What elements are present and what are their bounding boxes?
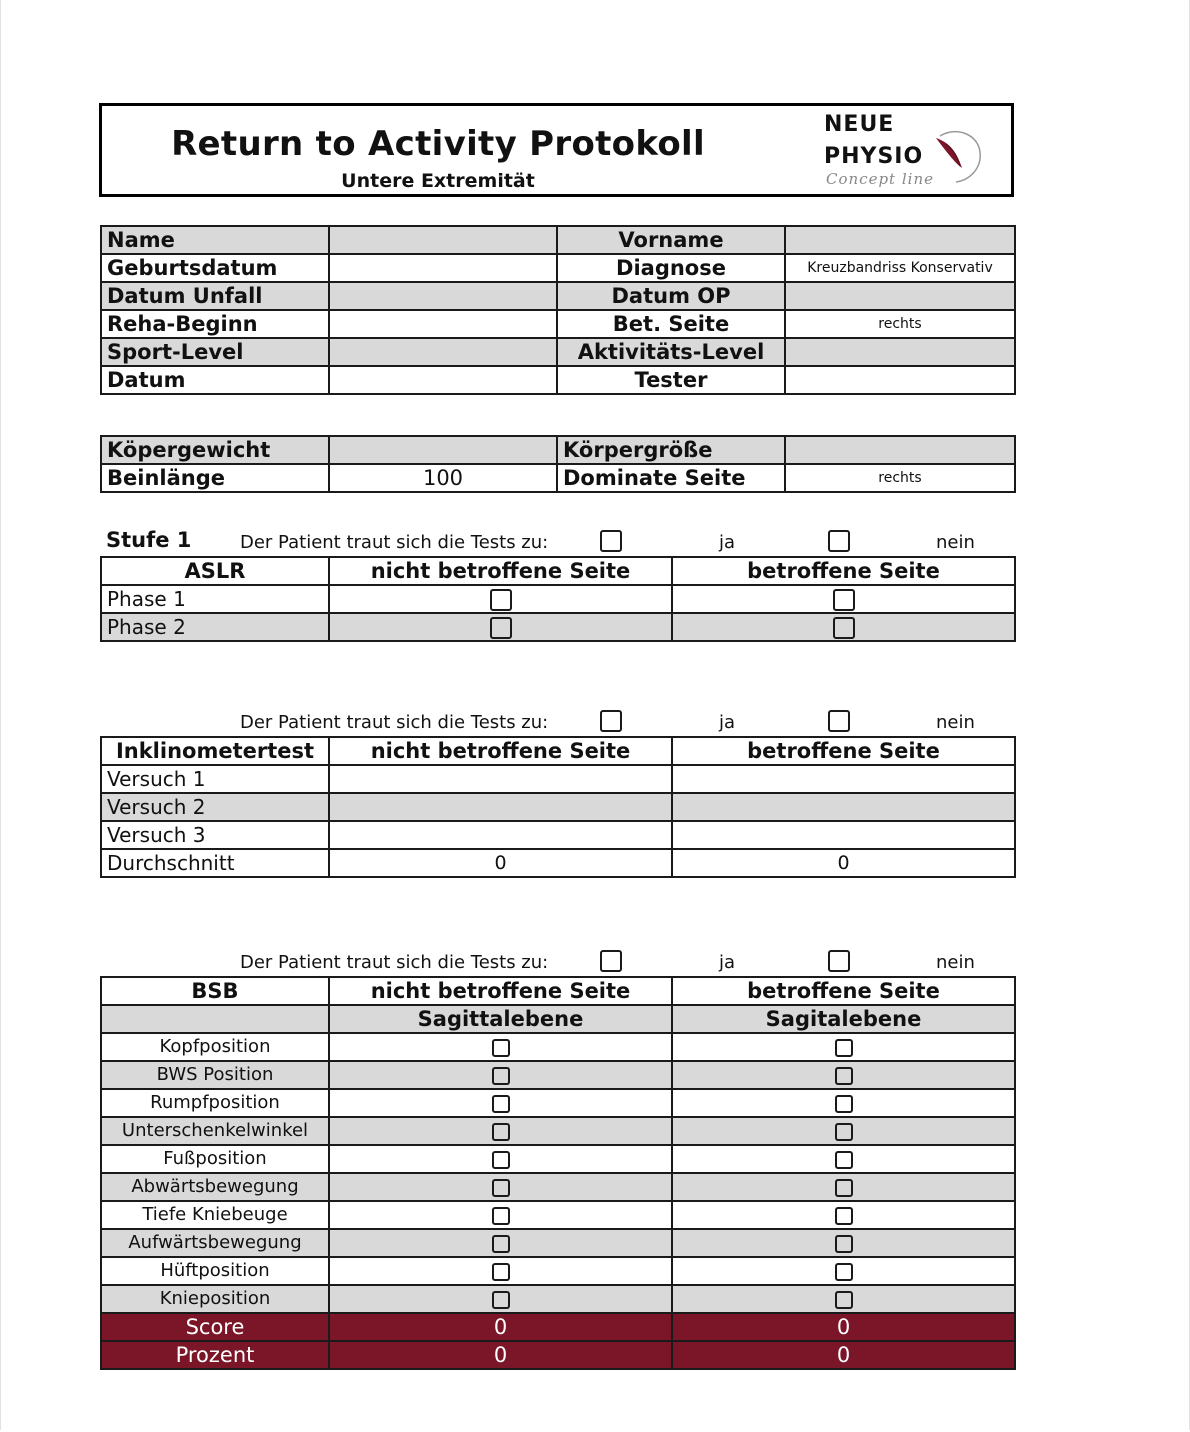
table-row <box>101 849 1015 877</box>
table-header-row <box>101 977 1015 1005</box>
field-nicht-betroffen[interactable] <box>329 821 672 849</box>
table-row <box>101 613 1015 641</box>
field-nicht-betroffen[interactable] <box>329 793 672 821</box>
consent-row-3 <box>0 948 1000 976</box>
field-reha-beginn[interactable] <box>329 310 557 338</box>
table-row <box>101 436 1015 464</box>
field-tester[interactable] <box>785 366 1015 394</box>
row-label: Aufwärtsbewegung <box>101 1229 329 1257</box>
score-betroffen: 0 <box>672 1313 1015 1341</box>
cell-checkbox <box>329 1173 672 1201</box>
subheader-sagitalebene: Sagitalebene <box>672 1005 1015 1033</box>
cell-checkbox <box>672 585 1015 613</box>
field-beinlaenge[interactable]: 100 <box>329 464 557 492</box>
cell-checkbox <box>672 1061 1015 1089</box>
consent-no-label: nein <box>936 532 975 553</box>
checkbox[interactable] <box>492 1151 510 1169</box>
checkbox[interactable] <box>833 589 855 611</box>
cell-checkbox <box>329 1117 672 1145</box>
table-row <box>101 282 1015 310</box>
field-betroffen[interactable] <box>672 765 1015 793</box>
checkbox[interactable] <box>835 1095 853 1113</box>
table-row <box>101 1229 1015 1257</box>
row-label: Knieposition <box>101 1285 329 1313</box>
consent-question: Der Patient traut sich die Tests zu: <box>240 712 549 733</box>
checkbox[interactable] <box>835 1263 853 1281</box>
table-row <box>101 765 1015 793</box>
row-label: Phase 2 <box>101 613 329 641</box>
cell-checkbox <box>329 1033 672 1061</box>
checkbox[interactable] <box>492 1235 510 1253</box>
label-geburtsdatum: Geburtsdatum <box>101 254 329 282</box>
logo-line1: NEUE <box>824 112 895 137</box>
checkbox[interactable] <box>835 1235 853 1253</box>
stufe1-label: Stufe 1 <box>106 528 192 552</box>
aslr-table <box>100 556 1016 642</box>
table-row <box>101 338 1015 366</box>
field-geburtsdatum[interactable] <box>329 254 557 282</box>
checkbox[interactable] <box>835 1179 853 1197</box>
row-label: Versuch 3 <box>101 821 329 849</box>
cell-checkbox <box>672 1145 1015 1173</box>
row-label: Unterschenkelwinkel <box>101 1117 329 1145</box>
page-subtitle: Untere Extremität <box>341 170 535 192</box>
percent-nicht-betroffen: 0 <box>329 1341 672 1369</box>
patient-table <box>100 225 1016 395</box>
cell-checkbox <box>329 1229 672 1257</box>
cell-checkbox <box>329 585 672 613</box>
table-row <box>101 1089 1015 1117</box>
table-row <box>101 464 1015 492</box>
row-label: Versuch 2 <box>101 793 329 821</box>
label-tester: Tester <box>557 366 785 394</box>
cell-checkbox <box>329 1201 672 1229</box>
cell-checkbox <box>672 1201 1015 1229</box>
field-sport-level[interactable] <box>329 338 557 366</box>
table-row <box>101 793 1015 821</box>
row-label: Phase 1 <box>101 585 329 613</box>
field-aktivitaets-level[interactable] <box>785 338 1015 366</box>
consent-no-checkbox[interactable] <box>828 530 850 552</box>
table-row <box>101 1201 1015 1229</box>
col-nicht-betroffen: nicht betroffene Seite <box>329 977 672 1005</box>
checkbox[interactable] <box>490 589 512 611</box>
checkbox[interactable] <box>835 1039 853 1057</box>
consent-no-checkbox[interactable] <box>828 710 850 732</box>
consent-yes-checkbox[interactable] <box>600 710 622 732</box>
body-table <box>100 435 1016 493</box>
label-datum-op: Datum OP <box>557 282 785 310</box>
field-bet-seite[interactable]: rechts <box>785 310 1015 338</box>
consent-question: Der Patient traut sich die Tests zu: <box>240 532 549 553</box>
cell-checkbox <box>672 1117 1015 1145</box>
cell-checkbox <box>672 1089 1015 1117</box>
consent-yes-checkbox[interactable] <box>600 530 622 552</box>
cell-checkbox <box>672 1285 1015 1313</box>
label-dominante-seite: Dominate Seite <box>557 464 785 492</box>
table-row <box>101 1257 1015 1285</box>
subheader-sagittalebene: Sagittalebene <box>329 1005 672 1033</box>
row-label: Rumpfposition <box>101 1089 329 1117</box>
checkbox[interactable] <box>835 1067 853 1085</box>
cell-checkbox <box>329 1061 672 1089</box>
row-label: Durchschnitt <box>101 849 329 877</box>
cell-checkbox <box>329 1285 672 1313</box>
field-betroffen[interactable] <box>672 821 1015 849</box>
field-vorname[interactable] <box>785 226 1015 254</box>
average-nicht-betroffen: 0 <box>329 849 672 877</box>
row-label: Abwärtsbewegung <box>101 1173 329 1201</box>
label-koerpergroesse: Körpergröße <box>557 436 785 464</box>
table-row <box>101 1117 1015 1145</box>
logo-line2: PHYSIO <box>824 144 924 169</box>
consent-yes-label: ja <box>719 532 736 553</box>
field-nicht-betroffen[interactable] <box>329 765 672 793</box>
field-betroffen[interactable] <box>672 793 1015 821</box>
label-koerpergewicht: Köpergewicht <box>101 436 329 464</box>
inklinometer-table <box>100 736 1016 878</box>
table-row <box>101 1061 1015 1089</box>
table-row <box>101 1145 1015 1173</box>
label-sport-level: Sport-Level <box>101 338 329 366</box>
col-nicht-betroffen: nicht betroffene Seite <box>329 557 672 585</box>
consent-yes-checkbox[interactable] <box>600 950 622 972</box>
cell-checkbox <box>329 1257 672 1285</box>
consent-row-2 <box>0 708 1000 736</box>
row-label: BWS Position <box>101 1061 329 1089</box>
consent-question: Der Patient traut sich die Tests zu: <box>240 952 549 973</box>
percent-row <box>101 1341 1015 1369</box>
row-label: Versuch 1 <box>101 765 329 793</box>
field-datum-unfall[interactable] <box>329 282 557 310</box>
checkbox[interactable] <box>490 617 512 639</box>
aslr-header: ASLR <box>101 557 329 585</box>
label-name: Name <box>101 226 329 254</box>
consent-no-checkbox[interactable] <box>828 950 850 972</box>
checkbox[interactable] <box>835 1151 853 1169</box>
feather-icon <box>926 124 986 186</box>
table-row <box>101 1285 1015 1313</box>
bsb-subheader-empty <box>101 1005 329 1033</box>
cell-checkbox <box>329 613 672 641</box>
table-subheader-row <box>101 1005 1015 1033</box>
cell-checkbox <box>329 1145 672 1173</box>
field-koerpergroesse[interactable] <box>785 436 1015 464</box>
consent-yes-label: ja <box>719 952 736 973</box>
percent-label: Prozent <box>101 1341 329 1369</box>
score-row <box>101 1313 1015 1341</box>
checkbox[interactable] <box>492 1039 510 1057</box>
label-aktivitaets-level: Aktivitäts-Level <box>557 338 785 366</box>
percent-betroffen: 0 <box>672 1341 1015 1369</box>
cell-checkbox <box>672 1257 1015 1285</box>
score-label: Score <box>101 1313 329 1341</box>
table-row <box>101 226 1015 254</box>
checkbox[interactable] <box>492 1207 510 1225</box>
label-beinlaenge: Beinlänge <box>101 464 329 492</box>
col-betroffen: betroffene Seite <box>672 737 1015 765</box>
field-datum[interactable] <box>329 366 557 394</box>
label-vorname: Vorname <box>557 226 785 254</box>
bsb-header: BSB <box>101 977 329 1005</box>
checkbox[interactable] <box>835 1123 853 1141</box>
col-nicht-betroffen: nicht betroffene Seite <box>329 737 672 765</box>
logo <box>818 108 998 192</box>
logo-line3: Concept line <box>826 170 934 188</box>
label-reha-beginn: Reha-Beginn <box>101 310 329 338</box>
consent-no-label: nein <box>936 712 975 733</box>
table-row <box>101 254 1015 282</box>
field-koerpergewicht[interactable] <box>329 436 557 464</box>
bsb-table <box>100 976 1016 1370</box>
cell-checkbox <box>672 1173 1015 1201</box>
row-label: Tiefe Kniebeuge <box>101 1201 329 1229</box>
cell-checkbox <box>672 1033 1015 1061</box>
page-title: Return to Activity Protokoll <box>171 124 705 164</box>
row-label: Hüftposition <box>101 1257 329 1285</box>
cell-checkbox <box>329 1089 672 1117</box>
checkbox[interactable] <box>835 1207 853 1225</box>
checkbox[interactable] <box>492 1123 510 1141</box>
cell-checkbox <box>672 1229 1015 1257</box>
checkbox[interactable] <box>833 617 855 639</box>
checkbox[interactable] <box>492 1095 510 1113</box>
cell-checkbox <box>672 613 1015 641</box>
field-name[interactable] <box>329 226 557 254</box>
row-label: Kopfposition <box>101 1033 329 1061</box>
table-row <box>101 1033 1015 1061</box>
field-diagnose[interactable]: Kreuzbandriss Konservativ <box>785 254 1015 282</box>
field-datum-op[interactable] <box>785 282 1015 310</box>
consent-row-1 <box>0 528 1000 556</box>
table-header-row <box>101 557 1015 585</box>
label-bet-seite: Bet. Seite <box>557 310 785 338</box>
header-box <box>99 103 1014 197</box>
checkbox[interactable] <box>492 1179 510 1197</box>
table-row <box>101 821 1015 849</box>
table-row <box>101 366 1015 394</box>
col-betroffen: betroffene Seite <box>672 557 1015 585</box>
col-betroffen: betroffene Seite <box>672 977 1015 1005</box>
table-row <box>101 310 1015 338</box>
checkbox[interactable] <box>492 1067 510 1085</box>
inklinometer-header: Inklinometertest <box>101 737 329 765</box>
consent-yes-label: ja <box>719 712 736 733</box>
label-diagnose: Diagnose <box>557 254 785 282</box>
table-row <box>101 1173 1015 1201</box>
consent-no-label: nein <box>936 952 975 973</box>
table-row <box>101 585 1015 613</box>
checkbox[interactable] <box>492 1263 510 1281</box>
average-betroffen: 0 <box>672 849 1015 877</box>
checkbox[interactable] <box>835 1291 853 1309</box>
label-datum-unfall: Datum Unfall <box>101 282 329 310</box>
label-datum: Datum <box>101 366 329 394</box>
checkbox[interactable] <box>492 1291 510 1309</box>
row-label: Fußposition <box>101 1145 329 1173</box>
table-header-row <box>101 737 1015 765</box>
field-dominante-seite[interactable]: rechts <box>785 464 1015 492</box>
score-nicht-betroffen: 0 <box>329 1313 672 1341</box>
